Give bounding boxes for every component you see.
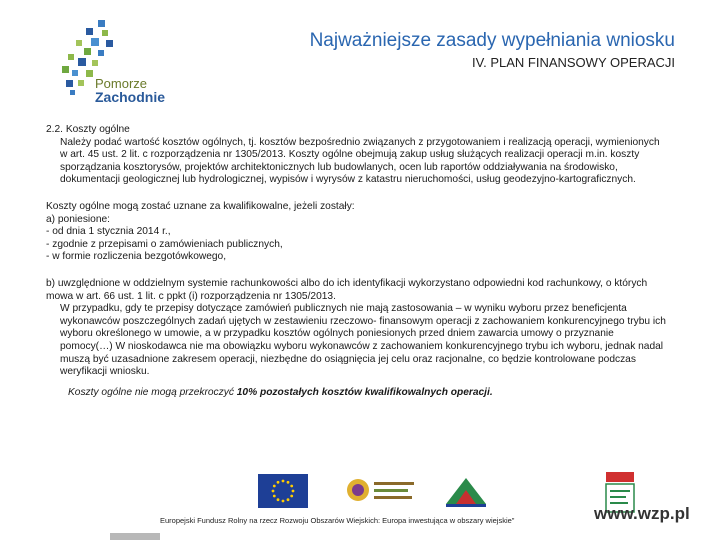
item-a: a) poniesione: (46, 213, 111, 225)
cost-limit-bold: 10% pozostałych kosztów kwalifikowalnych operacji. (236, 386, 493, 398)
section-body: Należy podać wartość kosztów ogólnych, tj. kosztów bezpośrednio związanych z przygotowaniem i realizacją operacji, wymienionych w art. 45 ust. 2 lit. c rozporządzenia nr 1305/2013. Koszty ogólne obejmują zakup usług służących realizacji operacji m.in. koszty sporządzania kosztorysów, projektów architektonicznych lub budowlanych, ocen lub raportów oddziaływania na środowisko, dokumentacji geologicznej lub hydrologicznej, wypisów i wyrysów z katastru nieruchomości, usług geodezyjno-kartograficznych. (60, 136, 660, 186)
item-a2: - zgodnie z przepisami o zamówieniach publicznych, (46, 238, 283, 250)
page-subtitle: IV. PLAN FINANSOWY OPERACJI (472, 55, 675, 70)
item-b-note: W przypadku, gdy te przepisy dotyczące zamówień publicznych nie mają zastosowania – w wyniku wyboru przez beneficjenta wykonawców poszczególnych zadań ujętych w zestawieniu rzeczowo- finansowym operacji z zachowaniem konkurencyjnego trybu ich wyboru określonego w umowie, a w przypadku kosztów ogólnych poniesionych przed dniem zawarcia umowy o przyznanie pomocy(…) W nioskodawca nie ma obowiązku wyboru wykonawców z zachowaniem konkurencyjnego trybu ich wyboru, jednak nadal muszą być uzasadnione zakresem operacji, niezbędne do osiągnięcia jej celu oraz racjonalne, co będzie kontrolowane podczas weryfikacji wniosku. (60, 303, 666, 378)
regional-logo-icon (440, 470, 492, 510)
cost-limit-prefix: Koszty ogólne nie mogą przekroczyć (68, 386, 234, 398)
website-link[interactable]: www.wzp.pl (594, 504, 690, 523)
cost-limit-note (46, 387, 666, 400)
main-content (46, 124, 666, 399)
eu-flag-icon (258, 474, 308, 508)
item-a1: - od dnia 1 stycznia 2014 r., (46, 226, 171, 238)
eligible-intro: Koszty ogólne mogą zostać uznane za kwalifikowalne, jeżeli zostały: (46, 200, 355, 212)
item-a3: - w formie rozliczenia bezgotówkowego, (46, 251, 227, 263)
section-heading: 2.2. Koszty ogólne (46, 124, 130, 135)
logo-text-pomorze: Pomorze (95, 76, 148, 91)
logo-text-zachodnie: Zachodnie (95, 89, 166, 105)
item-b: b) uwzględnione w oddzielnym systemie rachunkowości albo do ich identyfikacji wykorzystano odpowiedni kod rachunkowy, o których mowa w art. 66 ust. 1 lit. c ppkt (i) rozporządzenia nr 1305/2013. (46, 277, 648, 302)
prow-logo-icon (344, 470, 424, 510)
funding-logos (258, 470, 638, 516)
decorative-bar (110, 533, 160, 540)
page-title: Najważniejsze zasady wypełniania wniosku (309, 30, 675, 51)
footer-text: Europejski Fundusz Rolny na rzecz Rozwoju Obszarów Wiejskich: Europa inwestująca w obszary wiejskie" (160, 516, 515, 525)
